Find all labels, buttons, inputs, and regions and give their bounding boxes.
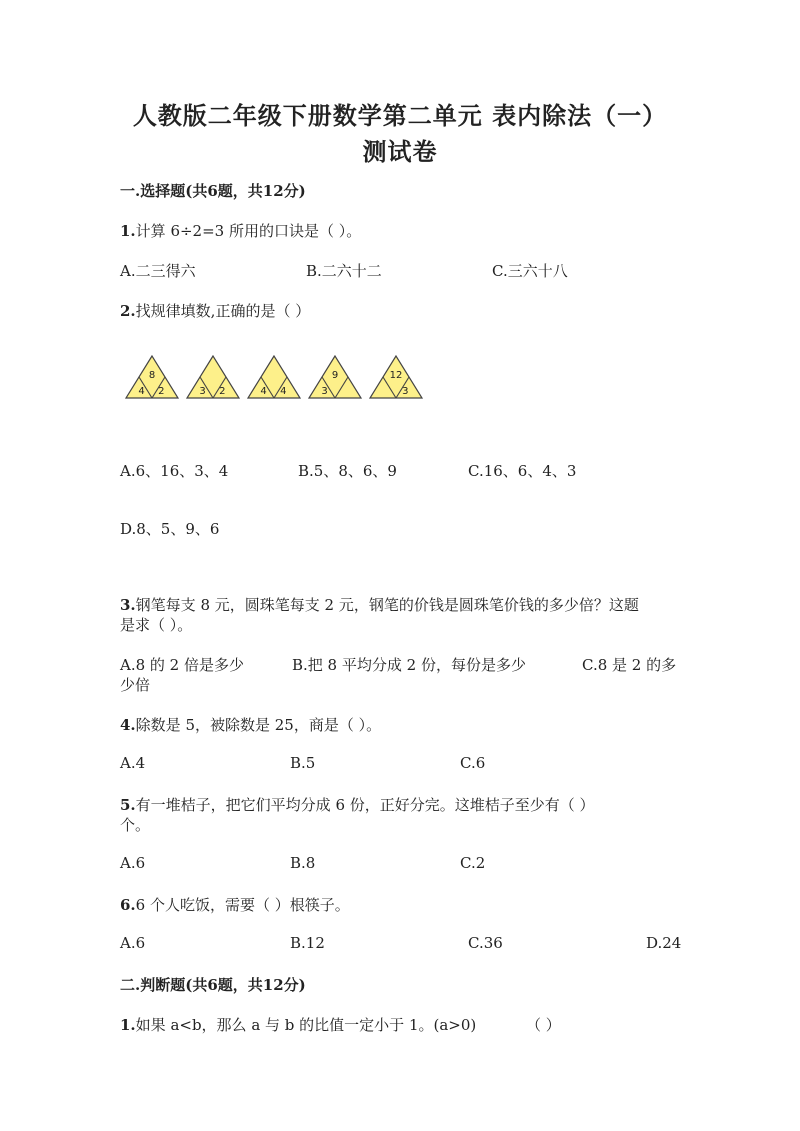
question-1 — [120, 220, 361, 241]
option-a: A.二三得六 — [120, 262, 196, 280]
triangle-top-number: 8 — [148, 369, 156, 381]
option-c: C.36 — [468, 934, 503, 952]
number-triangle — [248, 356, 300, 398]
triangle-right-number: 2 — [158, 386, 165, 397]
page-subtitle: 测试卷 — [362, 137, 438, 166]
option-c: C.6 — [460, 754, 486, 772]
option-c: C.8 是 2 的多 — [582, 656, 677, 674]
triangle-left-number: 4 — [138, 386, 145, 397]
option-b: B.5 — [290, 754, 316, 772]
option-b: B.5、8、6、9 — [298, 462, 397, 480]
question-text: 钢笔每支 8 元，圆珠笔每支 2 元，钢笔的价钱是圆珠笔价钱的多少倍？这题 — [135, 596, 639, 614]
option-a: A.6 — [120, 854, 146, 872]
option-d: D.8、5、9、6 — [120, 520, 220, 538]
option-c-continued: 少倍 — [120, 676, 151, 694]
question-number: 5. — [120, 796, 136, 814]
number-triangle — [309, 356, 361, 398]
question-5-continued: 个。 — [120, 816, 151, 834]
question-number: 4. — [120, 716, 136, 734]
triangle-right-number: 2 — [219, 386, 226, 397]
answer-blank: （ ） — [526, 1016, 561, 1034]
option-d: D.24 — [646, 934, 682, 952]
option-a: A.6、16、3、4 — [120, 462, 229, 480]
option-b: B.二六十二 — [306, 262, 382, 280]
option-b: B.把 8 平均分成 2 份，每份是多少 — [292, 656, 526, 674]
question-4 — [120, 714, 381, 735]
question-number: 1. — [120, 222, 136, 240]
page-title: 人教版二年级下册数学第二单元 表内除法（一） — [132, 101, 668, 130]
question-text: 计算 6÷2=3 所用的口诀是（ ）。 — [135, 222, 362, 240]
section-heading-judge: 二.判断题(共6题，共12分) — [120, 976, 306, 994]
question-text: 找规律填数,正确的是（ ） — [135, 302, 311, 320]
triangle-left-number: 4 — [260, 386, 267, 397]
question-5 — [120, 794, 595, 815]
judge-question-1 — [120, 1014, 476, 1035]
number-triangle — [187, 356, 239, 398]
number-triangle — [370, 356, 422, 398]
option-c: C.三六十八 — [492, 262, 568, 280]
option-b: B.8 — [290, 854, 316, 872]
question-3 — [120, 594, 639, 615]
option-c: C.16、6、4、3 — [468, 462, 577, 480]
question-2 — [120, 300, 310, 321]
question-text: 6 个人吃饭，需要（ ）根筷子。 — [135, 896, 350, 914]
question-6 — [120, 894, 350, 915]
triangle-pattern-figure — [120, 352, 450, 404]
number-triangle — [126, 356, 178, 398]
option-c: C.2 — [460, 854, 486, 872]
question-text: 有一堆桔子，把它们平均分成 6 份，正好分完。这堆桔子至少有（ ） — [135, 796, 595, 814]
question-number: 3. — [120, 596, 136, 614]
option-a: A.4 — [120, 754, 146, 772]
triangle-right-number: 3 — [402, 386, 409, 397]
option-a: A.6 — [120, 934, 146, 952]
triangle-left-number: 3 — [199, 386, 206, 397]
question-text: 除数是 5，被除数是 25，商是（ ）。 — [135, 716, 382, 734]
option-b: B.12 — [290, 934, 325, 952]
question-number: 6. — [120, 896, 136, 914]
question-number: 2. — [120, 302, 136, 320]
option-a: A.8 的 2 倍是多少 — [120, 656, 244, 674]
triangle-right-number: 4 — [280, 386, 287, 397]
triangle-top-number: 9 — [331, 369, 339, 381]
triangle-top-number: 12 — [389, 369, 403, 381]
question-3-continued: 是求（ ）。 — [120, 616, 193, 634]
section-heading-choice: 一.选择题(共6题，共12分) — [120, 182, 306, 200]
triangle-left-number: 3 — [321, 386, 328, 397]
question-text: 如果 a<b，那么 a 与 b 的比值一定小于 1。(a>0) — [135, 1016, 477, 1034]
question-number: 1. — [120, 1016, 136, 1034]
